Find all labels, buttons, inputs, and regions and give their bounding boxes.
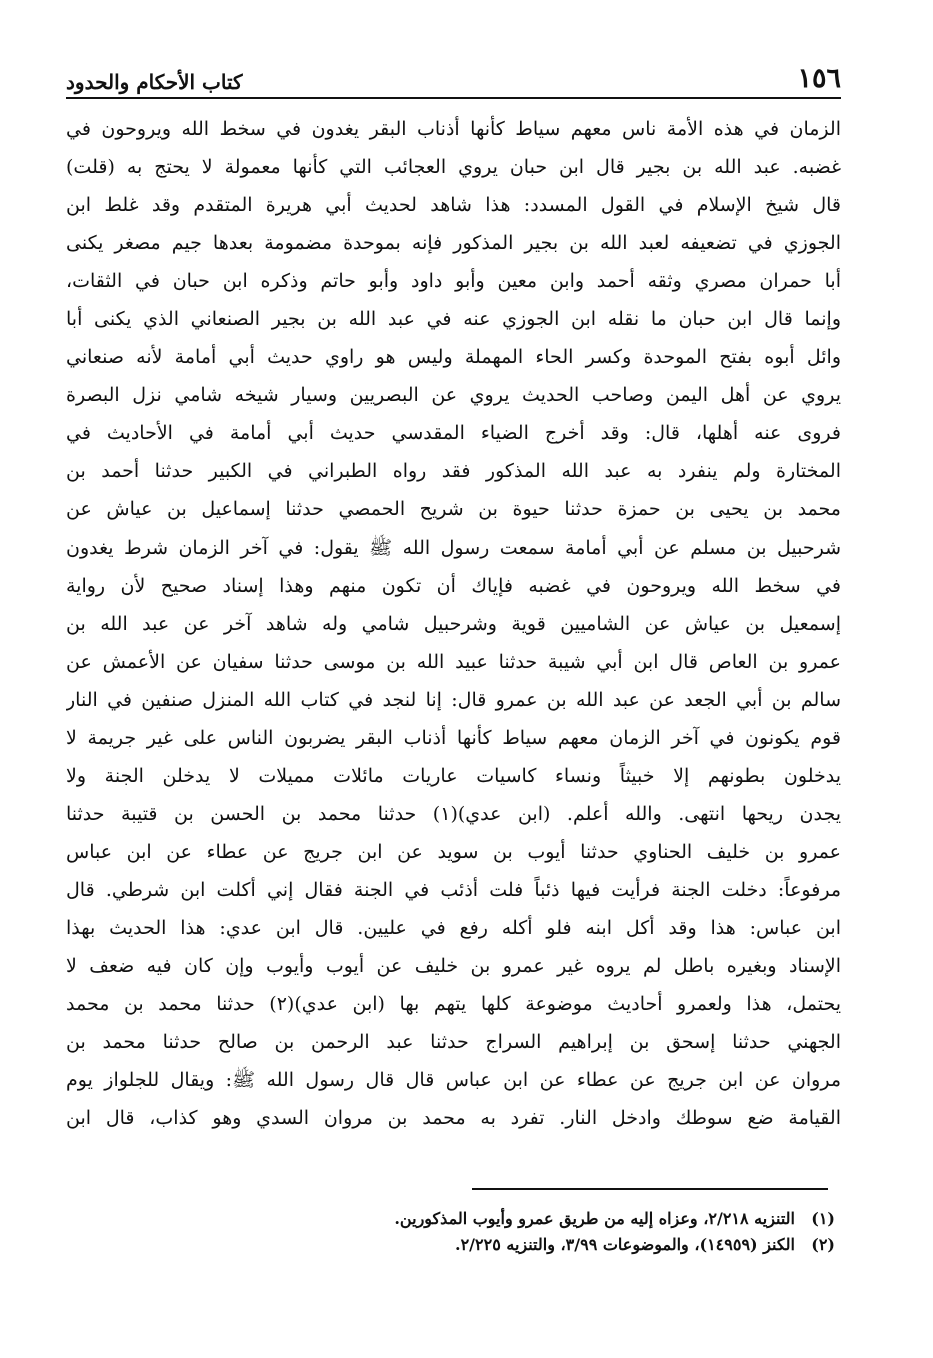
- text-line: محمد بن يحيى بن حمزة حدثنا حيوة بن شريح الحمصي حدثنا إسماعيل بن عياش عن: [66, 498, 841, 521]
- page-header: [66, 52, 841, 92]
- text-line: وإنما قال ابن حبان ما نقله ابن الجوزي عنه في عبد الله بن بجير الصنعاني الذي يكنى أبا: [66, 308, 841, 331]
- body-text: [66, 110, 841, 1137]
- text-line: يدخلون بطونهم إلا خبيثاً ونساء كاسيات عاريات مائلات مميلات لا يدخلن الجنة ولا: [66, 764, 841, 787]
- text-line: الجهني حدثنا إسحق بن إبراهيم السراج حدثنا عبد الرحمن بن صالح حدثنا محمد بن: [66, 1031, 841, 1054]
- text-line: في سخط الله ويروحون في غضبه فإياك أن تكون منهم وهذا إسناد صحيح لأن رواية: [66, 574, 841, 597]
- page-number: ١٥٦: [797, 63, 841, 94]
- text-line: مروان عن ابن جريج عن عطاء عن ابن عباس قال قال رسول الله ﷺ: ويقال للجلواز يوم: [66, 1069, 841, 1092]
- footnote: [66, 1206, 835, 1232]
- text-line: يجدن ريحها انتهى. والله أعلم. (ابن عدي)(١) حدثنا محمد بن الحسن بن قتيبة حدثنا: [66, 802, 841, 825]
- text-line: غضبه. عبد الله بن بجير قال ابن حبان يروي العجائب التي كأنها معمولة لا يحتج به (قلت): [66, 156, 841, 179]
- footnote-text: التنزيه ٢/٢١٨، وعزاه إليه من طريق عمرو وأيوب المذكورين.: [394, 1209, 795, 1228]
- text-line: إسمعيل بن عياش عن الشاميين قوية وشرحبيل شامي وله شاهد آخر عن عبد الله بن: [66, 612, 841, 635]
- text-line: شرحبيل بن مسلم عن أبي أمامة سمعت رسول الله ﷺ يقول: في آخر الزمان شرط يغدون: [66, 536, 841, 559]
- text-line: يحتمل، هذا ولعمرو أحاديث موضوعة كلها يتهم بها (ابن عدي)(٢) حدثنا محمد بن محمد: [66, 993, 841, 1016]
- text-line: يروي عن أهل اليمن وصاحب الحديث يروي عن البصريين وسيار شيخه شامي نزل البصرة: [66, 384, 841, 407]
- header-rule: [66, 97, 841, 99]
- text-line: الإسناد وبغيره باطل لم يروه غير عمرو بن خليف عن أيوب وأيوب وإن كان فيه ضعف لا: [66, 955, 841, 978]
- text-line: أبا حمران مصري وثقه أحمد وابن معين وأبو داود وأبو حاتم وذكره ابن حبان في الثقات،: [66, 270, 841, 293]
- text-line: عمرو بن خليف الحناوي حدثنا أيوب بن سويد عن ابن جريج عن عطاء عن ابن عباس: [66, 840, 841, 863]
- footnote-text: الكنز (١٤٩٥٩)، والموضوعات ٣/٩٩، والتنزيه ٢/٢٢٥.: [455, 1235, 795, 1254]
- text-line: مرفوعاً: دخلت الجنة فرأيت فيها ذئباً فلت أذئب في الجنة فقال إني أكلت ابن شرطي. قال: [66, 878, 841, 901]
- text-line: الزمان في هذه الأمة ناس معهم سياط كأنها أذناب البقر يغدون في سخط الله ويروحون في: [66, 118, 841, 140]
- text-line: القيامة ضع سوطك وادخل النار. تفرد به محمد بن مروان السدي وهو كذاب، قال ابن: [66, 1107, 841, 1130]
- text-line: وائل أبوه بفتح الموحدة وكسر الحاء المهملة وليس هو راوي حديث أبي أمامة لأنه صنعاني: [66, 346, 841, 369]
- text-line: عمرو بن العاص قال ابن أبي شيبة حدثنا عبيد الله بن موسى حدثنا سفيان عن الأعمش عن: [66, 650, 841, 673]
- text-line: قوم يكونون في آخر الزمان معهم سياط كأنها أذناب البقر يضربون الناس على غير جريمة لا: [66, 726, 841, 749]
- text-line: الجوزي في تضعيفه لعبد الله بن بجير المذكور فإنه بموحدة مضمومة بعدها جيم مصغر يكنى: [66, 232, 841, 255]
- text-line: ابن عباس: هذا وقد أكل ابنه فلو أكله رفع في عليين. قال ابن عدي: هذا الحديث بهذا: [66, 916, 841, 939]
- running-title: كتاب الأحكام والحدود: [66, 70, 243, 94]
- text-line: قال شيخ الإسلام في القول المسدد: هذا شاهد لحديث أبي هريرة المتقدم وقد غلط ابن: [66, 194, 841, 217]
- text-line: المختارة ولم ينفرد به عبد الله المذكور فقد رواه الطبراني في الكبير حدثنا أحمد بن: [66, 460, 841, 483]
- text-line: فروى عنه أهلها، قال: وقد أخرج الضياء المقدسي حديث أبي أمامة في الأحاديث في: [66, 422, 841, 445]
- footnote-separator: [472, 1188, 828, 1190]
- footnote: [66, 1232, 835, 1258]
- footnotes: [66, 1206, 835, 1258]
- text-line: سالم بن أبي الجعد عن عبد الله بن عمرو قال: إنا لنجد في كتاب الله المنزل صنفين في النار: [66, 688, 841, 711]
- footnote-number: (٢): [811, 1235, 835, 1254]
- footnote-number: (١): [811, 1209, 835, 1228]
